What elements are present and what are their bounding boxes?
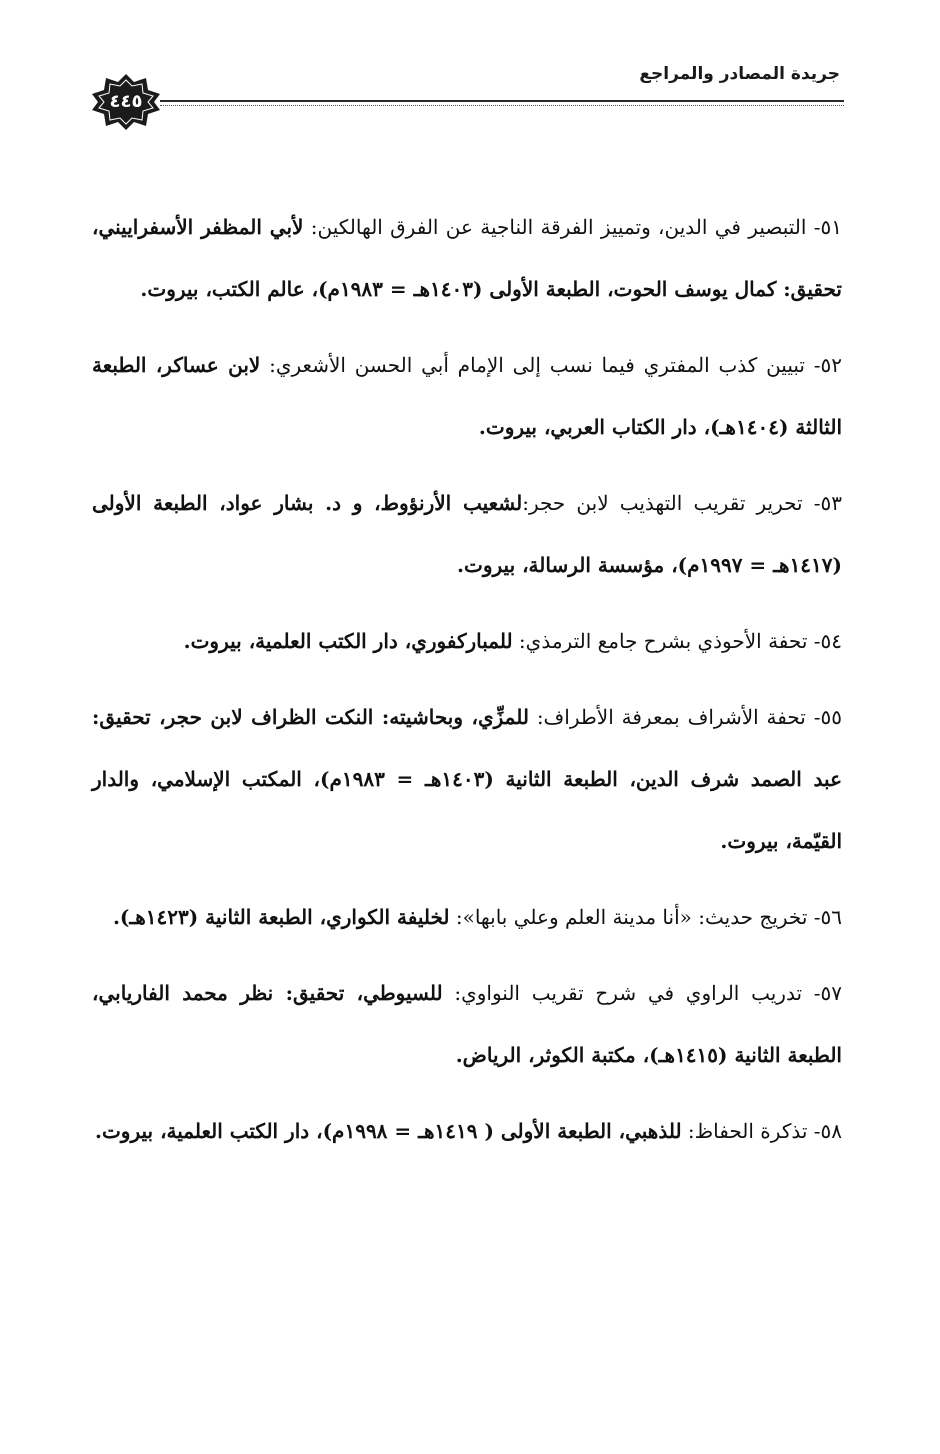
bibliography-entry (92, 610, 842, 672)
page-number: ٤٤٥ (109, 91, 143, 112)
entry-title: ٥٣- تحرير تقريب التهذيب لابن حجر: (522, 491, 842, 515)
running-title: جريدة المصادر والمراجع (639, 64, 840, 84)
entry-title: ٥٨- تذكرة الحفاظ: (681, 1119, 842, 1143)
entry-details: لابن عساكر، الطبعة الثالثة (١٤٠٤هـ)، دار الكتاب العربي، بيروت. (92, 353, 842, 439)
bibliography-list (92, 196, 842, 1176)
bibliography-entry (92, 196, 842, 320)
bibliography-entry (92, 686, 842, 872)
entry-title: ٥١- التبصير في الدين، وتمييز الفرقة الناجية عن الفرق الهالكين: (303, 215, 842, 239)
bibliography-entry (92, 334, 842, 458)
entry-details: للمباركفوري، دار الكتب العلمية، بيروت. (183, 629, 513, 653)
entry-details: لأبي المظفر الأسفراييني، تحقيق: كمال يوسف الحوت، الطبعة الأولى (١٤٠٣هـ = ١٩٨٣م)، عالم الكتب، بيروت. (92, 215, 842, 301)
header-rule (160, 100, 844, 102)
page-number-badge (88, 74, 164, 130)
header-rule-dotted (160, 105, 844, 106)
entry-details: للسيوطي، تحقيق: نظر محمد الفاريابي، الطبعة الثانية (١٤١٥هـ)، مكتبة الكوثر، الرياض. (92, 981, 842, 1067)
bibliography-entry (92, 962, 842, 1086)
bibliography-entry (92, 472, 842, 596)
entry-details: للذهبي، الطبعة الأولى ( ١٤١٩هـ = ١٩٩٨م)، دار الكتب العلمية، بيروت. (95, 1119, 682, 1143)
entry-details: لخليفة الكواري، الطبعة الثانية (١٤٢٣هـ). (112, 905, 450, 929)
entry-title: ٥٤- تحفة الأحوذي بشرح جامع الترمذي: (512, 629, 842, 653)
bibliography-entry (92, 1100, 842, 1162)
entry-title: ٥٧- تدريب الراوي في شرح تقريب النواوي: (442, 981, 842, 1005)
entry-details: لشعيب الأرنؤوط، و د. بشار عواد، الطبعة الأولى (١٤١٧هـ = ١٩٩٧م)، مؤسسة الرسالة، بيروت. (92, 491, 842, 577)
entry-details: للمزِّي، وبحاشيته: النكت الظراف لابن حجر، تحقيق: عبد الصمد شرف الدين، الطبعة الثانية (١٤٠٣هـ = ١٩٨٣م)، المكتب الإسلامي، والدار القيّمة، بيروت. (92, 705, 842, 853)
entry-title: ٥٢- تبيين كذب المفتري فيما نسب إلى الإمام أبي الحسن الأشعري: (260, 353, 842, 377)
bibliography-entry (92, 886, 842, 948)
entry-title: ٥٦- تخريج حديث: «أنا مدينة العلم وعلي بابها»: (449, 905, 842, 929)
entry-title: ٥٥- تحفة الأشراف بمعرفة الأطراف: (528, 705, 843, 729)
